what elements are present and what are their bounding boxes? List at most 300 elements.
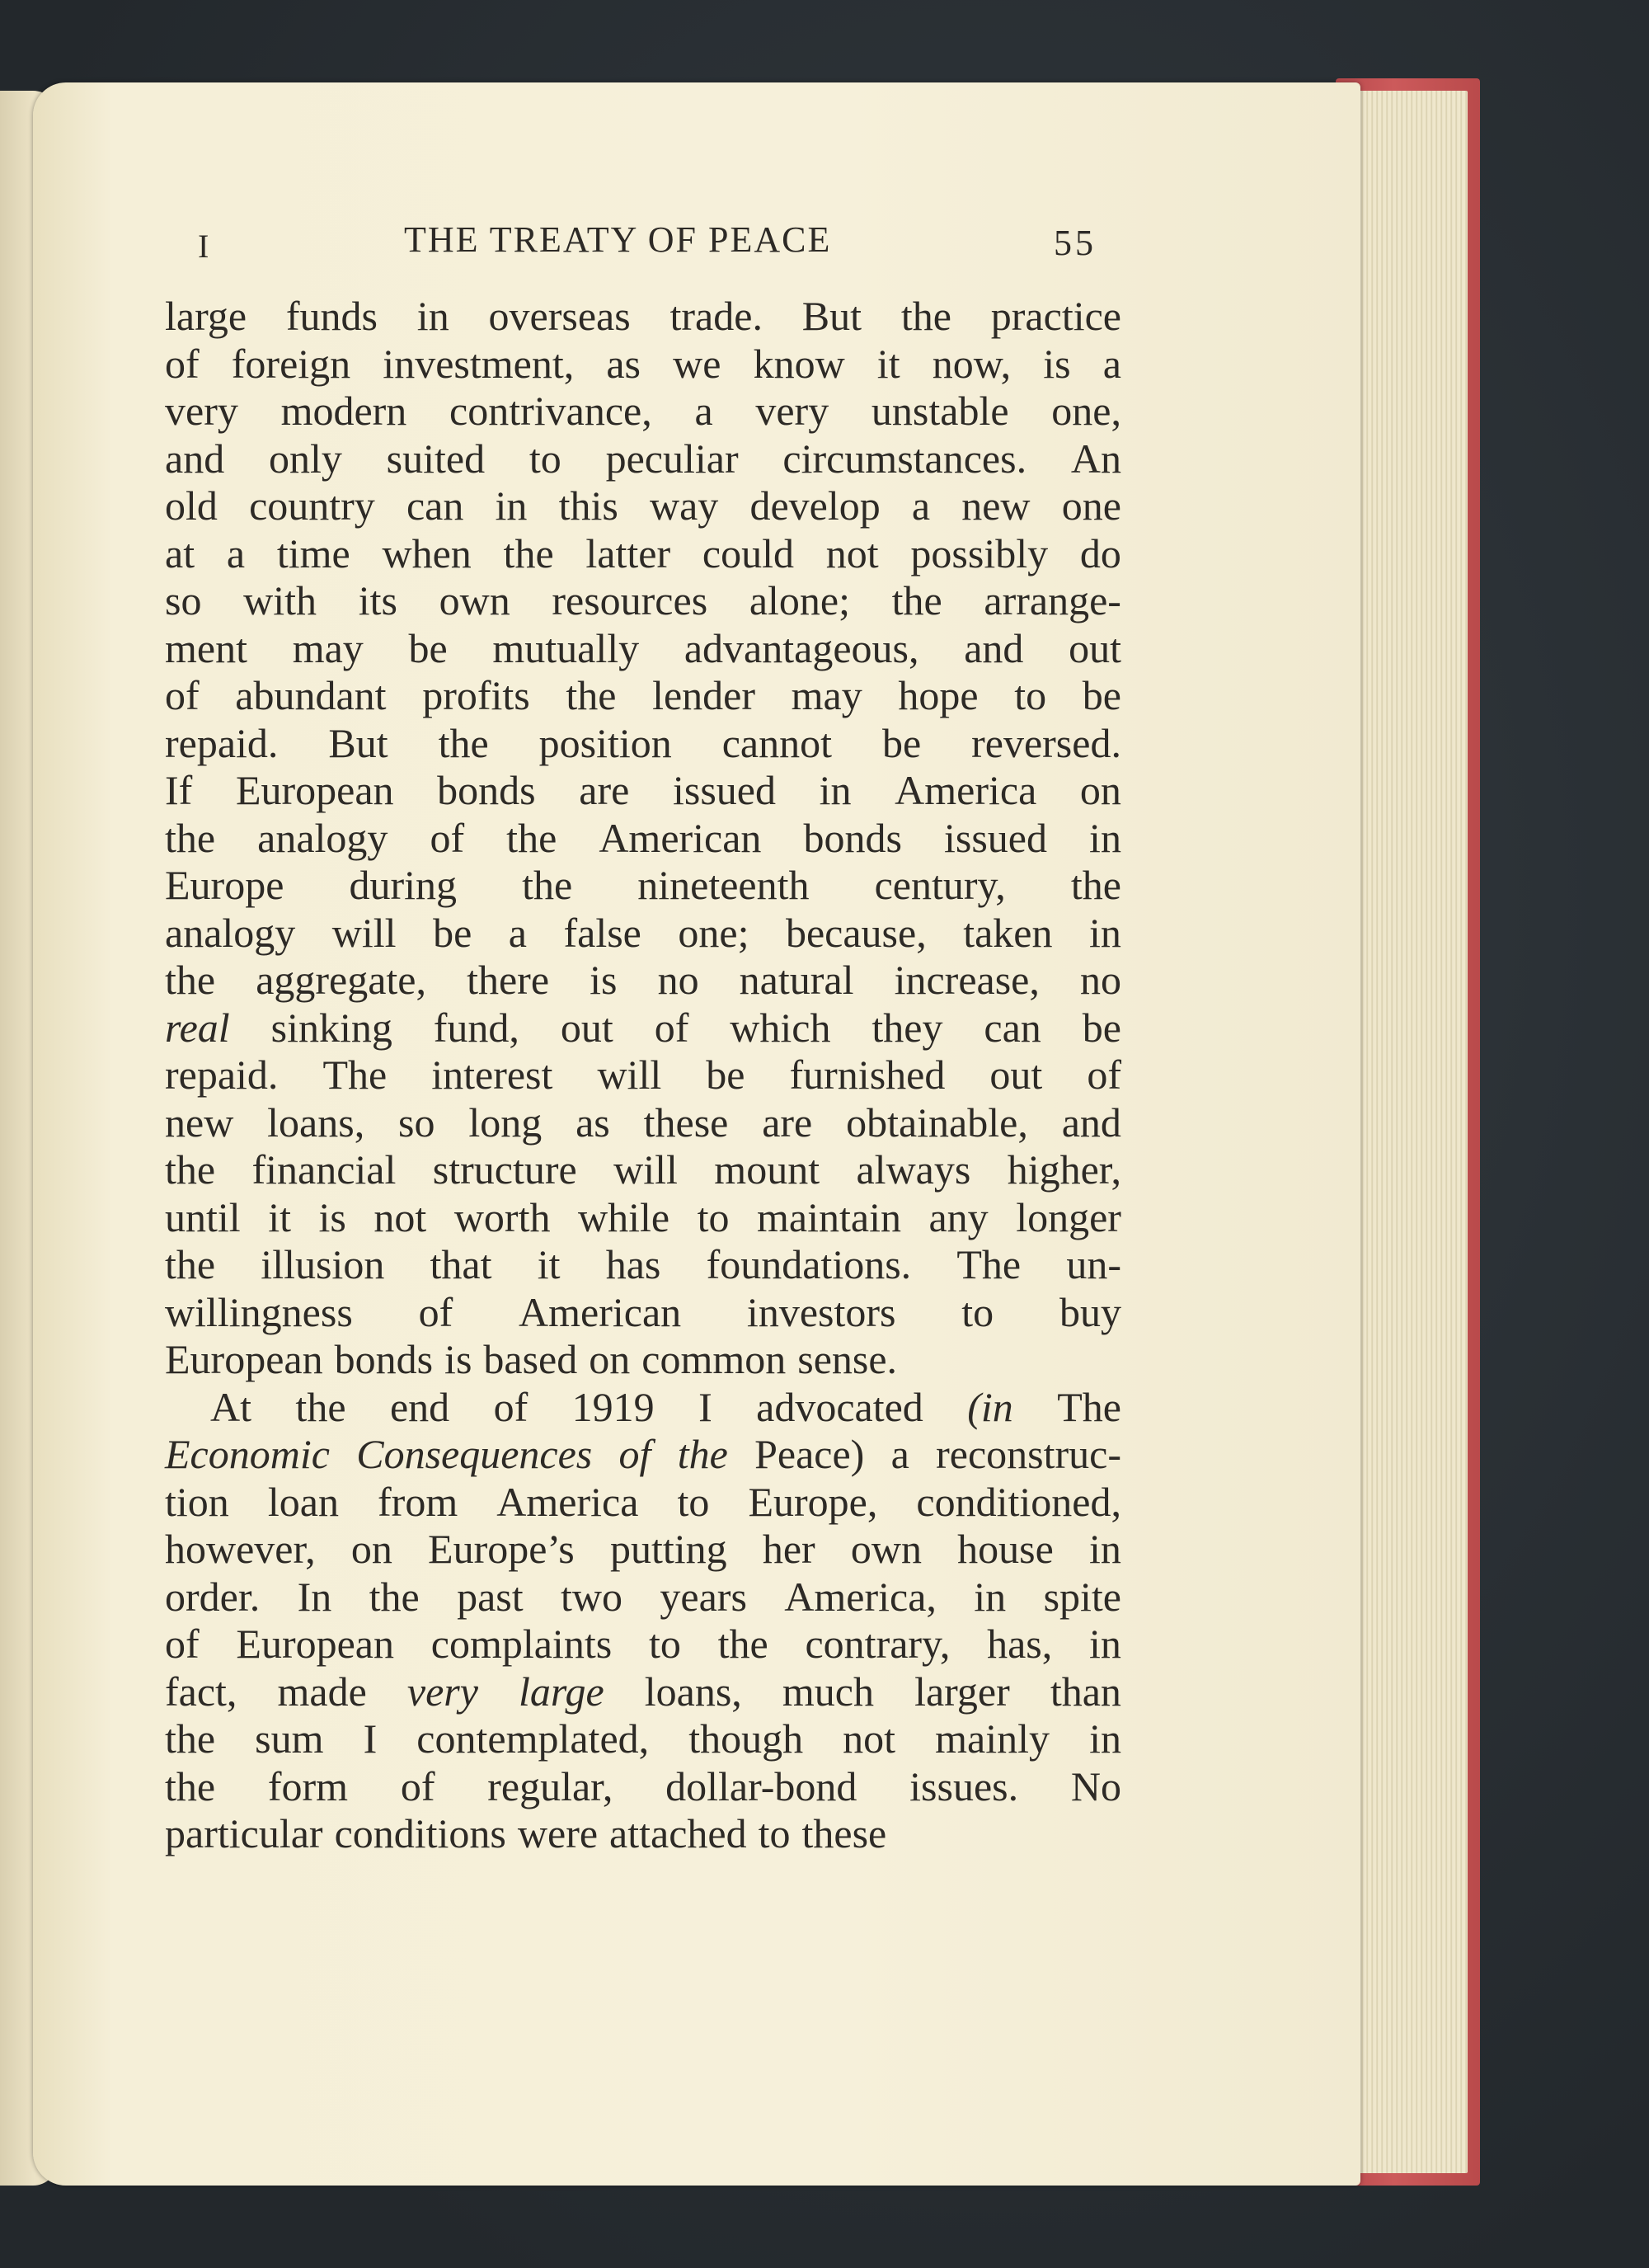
word: the bbox=[165, 1762, 216, 1809]
word: a bbox=[694, 388, 713, 434]
word: mutually bbox=[492, 624, 640, 671]
word: Peace) bbox=[754, 1431, 865, 1477]
word: from bbox=[378, 1478, 458, 1525]
word: long bbox=[468, 1099, 543, 1146]
word: which bbox=[730, 1004, 831, 1051]
word: time bbox=[276, 529, 350, 576]
word: the bbox=[165, 1715, 216, 1762]
word: arrange- bbox=[984, 577, 1121, 623]
word: analogy bbox=[165, 909, 296, 956]
word: large bbox=[165, 293, 247, 339]
text-line bbox=[165, 720, 1121, 768]
text-line bbox=[165, 1479, 1121, 1527]
word: the bbox=[566, 672, 617, 718]
word: reversed. bbox=[971, 719, 1121, 766]
word: her bbox=[762, 1526, 815, 1572]
word: financial bbox=[251, 1146, 397, 1193]
word: The bbox=[1057, 1383, 1121, 1430]
word: out bbox=[1069, 624, 1121, 671]
text-line bbox=[165, 672, 1121, 720]
word: furnished bbox=[789, 1052, 946, 1098]
word: increase, bbox=[894, 957, 1040, 1003]
text-line bbox=[165, 1194, 1121, 1242]
word: contrivance, bbox=[449, 388, 652, 434]
word: possibly bbox=[910, 529, 1049, 576]
word: the bbox=[1070, 862, 1121, 908]
text-line bbox=[165, 530, 1121, 578]
word: of bbox=[618, 1431, 651, 1477]
word: loans, bbox=[267, 1099, 365, 1146]
word: it bbox=[876, 340, 900, 387]
word: own bbox=[850, 1526, 922, 1572]
word: and bbox=[165, 435, 225, 482]
text-line bbox=[165, 1621, 1121, 1668]
word: there bbox=[467, 957, 550, 1003]
word: two bbox=[561, 1573, 623, 1620]
word: mainly bbox=[935, 1715, 1050, 1762]
word: this bbox=[558, 482, 618, 529]
word: can bbox=[406, 482, 464, 529]
word: while bbox=[577, 1193, 670, 1240]
word: practice bbox=[990, 293, 1121, 339]
text-line bbox=[165, 341, 1121, 388]
word: made bbox=[277, 1668, 367, 1715]
word: mount bbox=[714, 1146, 820, 1193]
text-line bbox=[165, 293, 1121, 341]
word: way bbox=[649, 482, 719, 529]
text-line bbox=[165, 815, 1121, 863]
word: past bbox=[457, 1573, 524, 1620]
word: (in bbox=[967, 1383, 1013, 1430]
word: structure bbox=[432, 1146, 577, 1193]
word: form bbox=[267, 1762, 349, 1809]
word: has, bbox=[987, 1621, 1053, 1667]
word: profits bbox=[422, 672, 530, 718]
word: be bbox=[1082, 672, 1121, 718]
text-line bbox=[165, 1810, 1121, 1858]
word: on bbox=[589, 1336, 631, 1382]
text-line bbox=[165, 862, 1121, 910]
word: and bbox=[964, 624, 1024, 671]
text-line bbox=[165, 388, 1121, 435]
word: common bbox=[641, 1336, 787, 1382]
word: of bbox=[165, 672, 200, 718]
word: of bbox=[493, 1383, 529, 1430]
text-line bbox=[165, 767, 1121, 815]
word: larger bbox=[914, 1668, 1010, 1715]
word: issued bbox=[672, 767, 776, 813]
word: latter bbox=[585, 529, 671, 576]
body-text bbox=[165, 293, 1121, 1858]
word: advantageous, bbox=[684, 624, 919, 671]
page-number: 55 bbox=[1054, 223, 1097, 263]
word: Europe’s bbox=[428, 1526, 575, 1572]
word: higher, bbox=[1007, 1146, 1121, 1193]
word: the bbox=[369, 1573, 420, 1620]
word: of bbox=[418, 1288, 453, 1335]
text-line bbox=[165, 1574, 1121, 1621]
word: one bbox=[1061, 482, 1121, 529]
word: But bbox=[328, 719, 388, 766]
word: a bbox=[890, 1431, 909, 1477]
word: in bbox=[1089, 1526, 1121, 1572]
word: America, bbox=[784, 1573, 937, 1620]
word: the bbox=[438, 719, 489, 766]
word: however, bbox=[165, 1526, 316, 1572]
word: the bbox=[165, 1241, 216, 1287]
text-line bbox=[165, 435, 1121, 483]
word: has bbox=[605, 1241, 661, 1287]
word: of bbox=[165, 340, 200, 387]
text-line bbox=[165, 1384, 1121, 1432]
word: a bbox=[1102, 340, 1121, 387]
word: At bbox=[210, 1383, 251, 1430]
word: will bbox=[331, 909, 397, 956]
word: do bbox=[1079, 529, 1121, 576]
word: of bbox=[430, 814, 465, 861]
word: it bbox=[537, 1241, 561, 1287]
word: any bbox=[928, 1193, 989, 1240]
word: is bbox=[590, 957, 618, 1003]
word: during bbox=[349, 862, 458, 908]
running-title: THE TREATY OF PEACE bbox=[404, 219, 832, 260]
word: fact, bbox=[165, 1668, 237, 1715]
word: foreign bbox=[231, 340, 351, 387]
word: were bbox=[517, 1810, 599, 1856]
word: sum bbox=[255, 1715, 324, 1762]
text-line bbox=[165, 1146, 1121, 1194]
word: be bbox=[433, 909, 472, 956]
word: spite bbox=[1043, 1573, 1121, 1620]
word: the bbox=[506, 814, 557, 861]
text-line bbox=[165, 482, 1121, 530]
word: in bbox=[495, 482, 528, 529]
word: willingness bbox=[165, 1288, 353, 1335]
word: to bbox=[961, 1288, 994, 1335]
word: will bbox=[597, 1052, 662, 1098]
word: sense. bbox=[797, 1336, 898, 1382]
word: as bbox=[576, 1099, 610, 1146]
word: particular bbox=[165, 1810, 323, 1856]
word: very bbox=[165, 388, 238, 434]
word: analogy bbox=[257, 814, 388, 861]
word: Economic bbox=[165, 1431, 330, 1477]
word: that bbox=[430, 1241, 492, 1287]
word: funds bbox=[285, 293, 378, 339]
text-line bbox=[165, 1336, 1121, 1384]
word: nineteenth bbox=[637, 862, 810, 908]
text-line bbox=[165, 957, 1121, 1005]
word: be bbox=[408, 624, 448, 671]
word: false bbox=[563, 909, 641, 956]
word: is bbox=[1043, 340, 1071, 387]
text-line bbox=[165, 1099, 1121, 1147]
text-line bbox=[165, 1289, 1121, 1337]
word: trade. bbox=[669, 293, 763, 339]
word: the bbox=[165, 1146, 216, 1193]
word: the bbox=[503, 529, 554, 576]
word: century, bbox=[874, 862, 1006, 908]
word: to bbox=[529, 435, 561, 482]
word: so bbox=[398, 1099, 435, 1146]
word: are bbox=[579, 767, 630, 813]
word: Consequences bbox=[356, 1431, 593, 1477]
word: un- bbox=[1066, 1241, 1121, 1287]
word: illusion bbox=[261, 1241, 385, 1287]
word: peculiar bbox=[605, 435, 739, 482]
word: order. bbox=[165, 1573, 261, 1620]
word: will bbox=[613, 1146, 678, 1193]
word: when bbox=[382, 529, 472, 576]
word: not bbox=[843, 1715, 896, 1762]
word: with bbox=[243, 577, 317, 623]
word: dollar-bond bbox=[665, 1762, 857, 1809]
word: these bbox=[643, 1099, 729, 1146]
word: to bbox=[1014, 672, 1047, 718]
book-page bbox=[33, 82, 1360, 2186]
word: ment bbox=[165, 624, 247, 671]
word: bonds bbox=[334, 1336, 434, 1382]
word: it bbox=[268, 1193, 291, 1240]
word: to bbox=[648, 1621, 681, 1667]
word: In bbox=[297, 1573, 332, 1620]
word: may bbox=[791, 672, 862, 718]
word: own bbox=[439, 577, 510, 623]
word: be bbox=[881, 719, 922, 766]
word: of bbox=[165, 1621, 200, 1667]
word: so bbox=[165, 577, 202, 623]
word: An bbox=[1070, 435, 1121, 482]
word: country bbox=[249, 482, 375, 529]
word: contemplated, bbox=[416, 1715, 650, 1762]
word: bonds bbox=[803, 814, 902, 861]
text-line bbox=[165, 1526, 1121, 1574]
text-block bbox=[165, 219, 1121, 1858]
word: can bbox=[984, 1004, 1041, 1051]
word: on bbox=[1079, 767, 1121, 813]
text-line bbox=[165, 1715, 1121, 1763]
word: issues. bbox=[909, 1762, 1019, 1809]
word: the bbox=[522, 862, 573, 908]
word: overseas bbox=[488, 293, 631, 339]
word: develop bbox=[749, 482, 881, 529]
word: America bbox=[895, 767, 1037, 813]
word: know bbox=[753, 340, 845, 387]
word: in bbox=[1089, 1715, 1121, 1762]
word: lender bbox=[652, 672, 756, 718]
word: investors bbox=[746, 1288, 896, 1335]
word: longer bbox=[1016, 1193, 1121, 1240]
word: may bbox=[292, 624, 364, 671]
word: of bbox=[654, 1004, 689, 1051]
word: If bbox=[165, 767, 193, 813]
word: tion bbox=[165, 1478, 229, 1525]
word: than bbox=[1050, 1668, 1121, 1715]
word: of bbox=[1087, 1052, 1121, 1098]
word: taken bbox=[963, 909, 1053, 956]
word: aggregate, bbox=[256, 957, 426, 1003]
word: until bbox=[165, 1193, 241, 1240]
word: advocated bbox=[756, 1383, 923, 1430]
word: the bbox=[295, 1383, 346, 1430]
word: these bbox=[801, 1810, 887, 1856]
word: the bbox=[677, 1431, 728, 1477]
word: fund, bbox=[433, 1004, 519, 1051]
word: I bbox=[363, 1715, 378, 1762]
text-line bbox=[165, 1005, 1121, 1052]
word: foundations. bbox=[706, 1241, 912, 1287]
word: only bbox=[268, 435, 342, 482]
chapter-number: I bbox=[198, 228, 211, 265]
word: conditioned, bbox=[916, 1478, 1121, 1525]
word: 1919 bbox=[571, 1383, 655, 1430]
text-line bbox=[165, 910, 1121, 958]
word: though bbox=[688, 1715, 804, 1762]
word: the bbox=[165, 957, 216, 1003]
word: American bbox=[599, 814, 762, 861]
word: circumstances. bbox=[782, 435, 1027, 482]
word: in bbox=[1089, 814, 1121, 861]
word: real bbox=[165, 1004, 230, 1051]
word: buy bbox=[1059, 1288, 1121, 1335]
word: always bbox=[856, 1146, 971, 1193]
word: they bbox=[871, 1004, 943, 1051]
word: interest bbox=[431, 1052, 553, 1098]
word: are bbox=[762, 1099, 813, 1146]
word: the bbox=[900, 293, 951, 339]
word: suited bbox=[386, 435, 486, 482]
word: reconstruc- bbox=[936, 1431, 1121, 1477]
word: is bbox=[318, 1193, 346, 1240]
word: a bbox=[911, 482, 931, 529]
word: the bbox=[165, 814, 216, 861]
word: American bbox=[519, 1288, 682, 1335]
word: contrary, bbox=[805, 1621, 951, 1667]
word: be bbox=[1082, 1004, 1121, 1051]
word: now, bbox=[932, 340, 1012, 387]
word: I bbox=[698, 1383, 712, 1430]
word: abundant bbox=[235, 672, 387, 718]
word: loan bbox=[267, 1478, 339, 1525]
word: as bbox=[606, 340, 641, 387]
word: a bbox=[226, 529, 246, 576]
running-header bbox=[165, 219, 1121, 293]
word: a bbox=[508, 909, 527, 956]
word: one, bbox=[1051, 388, 1121, 434]
word: of bbox=[400, 1762, 435, 1809]
text-line bbox=[165, 1052, 1121, 1099]
page-edges bbox=[1344, 91, 1468, 2173]
word: maintain bbox=[757, 1193, 901, 1240]
word: But bbox=[801, 293, 862, 339]
word: unstable bbox=[871, 388, 1009, 434]
word: hope bbox=[898, 672, 979, 718]
word: very bbox=[406, 1668, 478, 1715]
word: regular, bbox=[487, 1762, 613, 1809]
word: cannot bbox=[721, 719, 833, 766]
word: European bbox=[165, 1336, 323, 1382]
word: no bbox=[1079, 957, 1121, 1003]
word: attached bbox=[609, 1810, 747, 1856]
text-line bbox=[165, 1241, 1121, 1289]
word: conditions bbox=[334, 1810, 506, 1856]
word: no bbox=[657, 957, 699, 1003]
word: large bbox=[519, 1668, 604, 1715]
word: out bbox=[560, 1004, 613, 1051]
word: end bbox=[389, 1383, 450, 1430]
word: to bbox=[697, 1193, 730, 1240]
word: not bbox=[373, 1193, 427, 1240]
word: bonds bbox=[437, 767, 536, 813]
word: is bbox=[444, 1336, 472, 1382]
word: The bbox=[956, 1241, 1022, 1287]
word: new bbox=[165, 1099, 234, 1146]
word: issued bbox=[944, 814, 1047, 861]
word: America bbox=[496, 1478, 639, 1525]
word: in bbox=[1089, 1621, 1121, 1667]
word: on bbox=[350, 1526, 392, 1572]
word: house bbox=[957, 1526, 1054, 1572]
word: position bbox=[538, 719, 672, 766]
word: new bbox=[961, 482, 1031, 529]
word: out bbox=[989, 1052, 1043, 1098]
word: very bbox=[755, 388, 829, 434]
word: Europe, bbox=[748, 1478, 878, 1525]
word: putting bbox=[609, 1526, 727, 1572]
word: based bbox=[483, 1336, 578, 1382]
word: natural bbox=[739, 957, 854, 1003]
word: No bbox=[1070, 1762, 1121, 1809]
word: Europe bbox=[165, 862, 284, 908]
word: alone; bbox=[749, 577, 850, 623]
word: European bbox=[236, 1621, 394, 1667]
word: obtainable, bbox=[846, 1099, 1028, 1146]
word: worth bbox=[453, 1193, 551, 1240]
word: at bbox=[165, 529, 195, 576]
word: old bbox=[165, 482, 218, 529]
word: and bbox=[1061, 1099, 1121, 1146]
word: the bbox=[717, 1621, 768, 1667]
word: one; bbox=[678, 909, 749, 956]
word: complaints bbox=[430, 1621, 613, 1667]
word: in bbox=[819, 767, 852, 813]
word: much bbox=[782, 1668, 874, 1715]
word: repaid. bbox=[165, 719, 279, 766]
text-line bbox=[165, 1763, 1121, 1811]
word: repaid. bbox=[165, 1052, 279, 1098]
word: in bbox=[974, 1573, 1007, 1620]
word: not bbox=[825, 529, 879, 576]
word: we bbox=[673, 340, 721, 387]
word: to bbox=[758, 1810, 791, 1856]
word: sinking bbox=[270, 1004, 392, 1051]
word: in bbox=[416, 293, 449, 339]
word: in bbox=[1088, 909, 1121, 956]
text-line bbox=[165, 1668, 1121, 1716]
word: could bbox=[702, 529, 794, 576]
word: modern bbox=[280, 388, 407, 434]
word: European bbox=[235, 767, 394, 813]
word: to bbox=[677, 1478, 710, 1525]
word: the bbox=[891, 577, 942, 623]
text-line bbox=[165, 577, 1121, 625]
word: years bbox=[660, 1573, 747, 1620]
word: its bbox=[358, 577, 397, 623]
word: investment, bbox=[383, 340, 575, 387]
word: because, bbox=[785, 909, 927, 956]
word: resources bbox=[552, 577, 708, 623]
word: The bbox=[322, 1052, 388, 1098]
